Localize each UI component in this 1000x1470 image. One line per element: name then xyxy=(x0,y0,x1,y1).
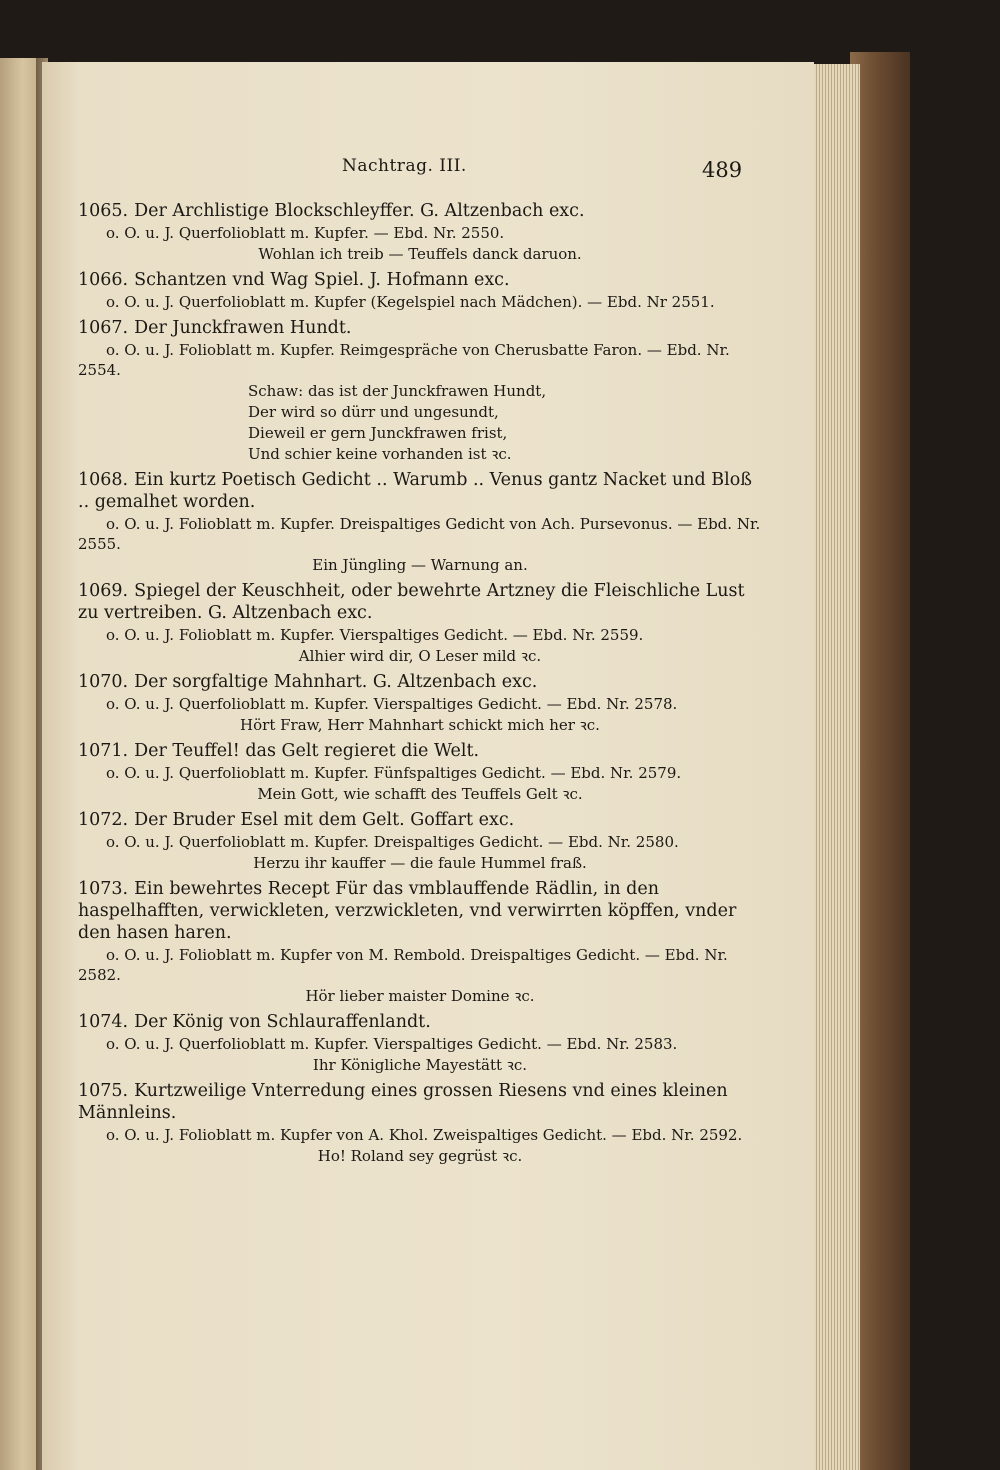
entry-verse-line: Alhier wird dir, O Leser mild ꝛc. xyxy=(298,647,542,665)
entry-number: 1067. xyxy=(78,318,129,338)
entry-title: Der Archlistige Blockschleyffer. G. Altzenbach exc. xyxy=(134,201,585,221)
entry-verse-line: Und schier keine vorhanden ist ꝛc. xyxy=(248,445,512,463)
entry-verse-line: Schaw: das ist der Junckfrawen Hundt, xyxy=(248,382,547,400)
entry-number: 1065. xyxy=(78,201,129,221)
entry-verse-line: Ihr Königliche Mayestätt ꝛc. xyxy=(312,1056,528,1074)
entry-description: o. O. u. J. Querfolioblatt m. Kupfer (Kegelspiel nach Mädchen). — Ebd. Nr 2551. xyxy=(106,293,715,311)
entry-verse-line: Hört Fraw, Herr Mahnhart schickt mich her ꝛc. xyxy=(240,716,600,734)
entry-title: Der Teuffel! das Gelt regieret die Welt. xyxy=(134,741,480,761)
entry-description: o. O. u. J. Querfolioblatt m. Kupfer. — Ebd. Nr. 2550. xyxy=(106,224,505,242)
catalog-entry xyxy=(78,269,762,312)
entry-title: Ein kurtz Poetisch Gedicht .. Warumb .. Venus gantz Nacket und Bloß .. gemalhet worden. xyxy=(78,470,752,512)
entry-title-line xyxy=(78,809,762,831)
entry-number: 1071. xyxy=(78,741,129,761)
catalog-entry xyxy=(78,580,762,666)
entry-title-line xyxy=(78,671,762,693)
entry-description: o. O. u. J. Folioblatt m. Kupfer. Dreispaltiges Gedicht von Ach. Pursevonus. — Ebd. Nr. 2555. xyxy=(78,515,761,553)
entry-number: 1068. xyxy=(78,470,129,490)
entry-title-line xyxy=(78,200,762,222)
catalog-entry xyxy=(78,200,762,264)
entry-description: o. O. u. J. Folioblatt m. Kupfer von A. Khol. Zweispaltiges Gedicht. — Ebd. Nr. 2592. xyxy=(106,1126,743,1144)
catalog-entry xyxy=(78,317,762,464)
running-title: Nachtrag. III. xyxy=(342,156,467,176)
entry-title-line xyxy=(78,1011,762,1033)
entry-title-line xyxy=(78,580,762,624)
entry-verse-line: Herzu ihr kauffer — die faule Hummel fraß. xyxy=(253,854,587,872)
entry-title: Spiegel der Keuschheit, oder bewehrte Artzney die Fleischliche Lust zu vertreiben. G. Altzenbach exc. xyxy=(78,581,745,623)
entry-title: Ein bewehrtes Recept Für das vmblauffende Rädlin, in den haspelhafften, verwickleten, verzwickleten, vnd verwirrten köpffen, vnder den hasen haren. xyxy=(78,879,737,943)
entry-title: Der sorgfaltige Mahnhart. G. Altzenbach exc. xyxy=(134,672,538,692)
entry-verse-line: Ein Jüngling — Warnung an. xyxy=(312,556,528,574)
entry-title-line xyxy=(78,469,762,513)
catalog-entry xyxy=(78,1080,762,1166)
page-number: 489 xyxy=(702,158,743,182)
entry-number: 1070. xyxy=(78,672,129,692)
entry-number: 1072. xyxy=(78,810,129,830)
catalog-entry xyxy=(78,740,762,804)
entry-verse-line: Wohlan ich treib — Teuffels danck daruon. xyxy=(258,245,582,263)
entry-number: 1073. xyxy=(78,879,129,899)
entry-verse-line: Hör lieber maister Domine ꝛc. xyxy=(305,987,535,1005)
catalog-entry xyxy=(78,809,762,873)
entry-number: 1074. xyxy=(78,1012,129,1032)
catalog-entry xyxy=(78,1011,762,1075)
entry-number: 1066. xyxy=(78,270,129,290)
entry-number: 1069. xyxy=(78,581,129,601)
entry-title: Schantzen vnd Wag Spiel. J. Hofmann exc. xyxy=(134,270,510,290)
catalog-entry xyxy=(78,878,762,1006)
entry-description: o. O. u. J. Folioblatt m. Kupfer von M. Rembold. Dreispaltiges Gedicht. — Ebd. Nr. 2582. xyxy=(78,946,728,984)
entry-number: 1075. xyxy=(78,1081,129,1101)
entry-description: o. O. u. J. Folioblatt m. Kupfer. Vierspaltiges Gedicht. — Ebd. Nr. 2559. xyxy=(106,626,644,644)
entry-description: o. O. u. J. Folioblatt m. Kupfer. Reimgespräche von Cherusbatte Faron. — Ebd. Nr. 2554. xyxy=(78,341,730,379)
page-edges xyxy=(808,64,860,1470)
entry-title-line xyxy=(78,269,762,291)
entry-description: o. O. u. J. Querfolioblatt m. Kupfer. Vierspaltiges Gedicht. — Ebd. Nr. 2578. xyxy=(106,695,678,713)
entry-title-line xyxy=(78,1080,762,1124)
catalog-entry xyxy=(78,671,762,735)
entry-title: Der König von Schlauraffenlandt. xyxy=(134,1012,431,1032)
book-page xyxy=(42,62,814,1470)
entry-verse-line: Mein Gott, wie schafft des Teuffels Gelt ꝛc. xyxy=(257,785,583,803)
catalog-entry xyxy=(78,469,762,575)
entry-title-line xyxy=(78,740,762,762)
catalog-entries xyxy=(78,200,762,1171)
entry-verse-line: Dieweil er gern Junckfrawen frist, xyxy=(248,424,508,442)
entry-title-line xyxy=(78,878,762,944)
entry-verse-line: Der wird so dürr und ungesundt, xyxy=(248,403,499,421)
entry-description: o. O. u. J. Querfolioblatt m. Kupfer. Fünfspaltiges Gedicht. — Ebd. Nr. 2579. xyxy=(106,764,682,782)
entry-title-line xyxy=(78,317,762,339)
entry-title: Der Junckfrawen Hundt. xyxy=(134,318,352,338)
entry-description: o. O. u. J. Querfolioblatt m. Kupfer. Vierspaltiges Gedicht. — Ebd. Nr. 2583. xyxy=(106,1035,678,1053)
left-page-edge xyxy=(0,58,38,1470)
entry-title: Kurtzweilige Vnterredung eines grossen Riesens vnd eines kleinen Männleins. xyxy=(78,1081,728,1123)
entry-verse-line: Ho! Roland sey gegrüst ꝛc. xyxy=(317,1147,523,1165)
entry-description: o. O. u. J. Querfolioblatt m. Kupfer. Dreispaltiges Gedicht. — Ebd. Nr. 2580. xyxy=(106,833,679,851)
entry-title: Der Bruder Esel mit dem Gelt. Goffart exc. xyxy=(134,810,515,830)
